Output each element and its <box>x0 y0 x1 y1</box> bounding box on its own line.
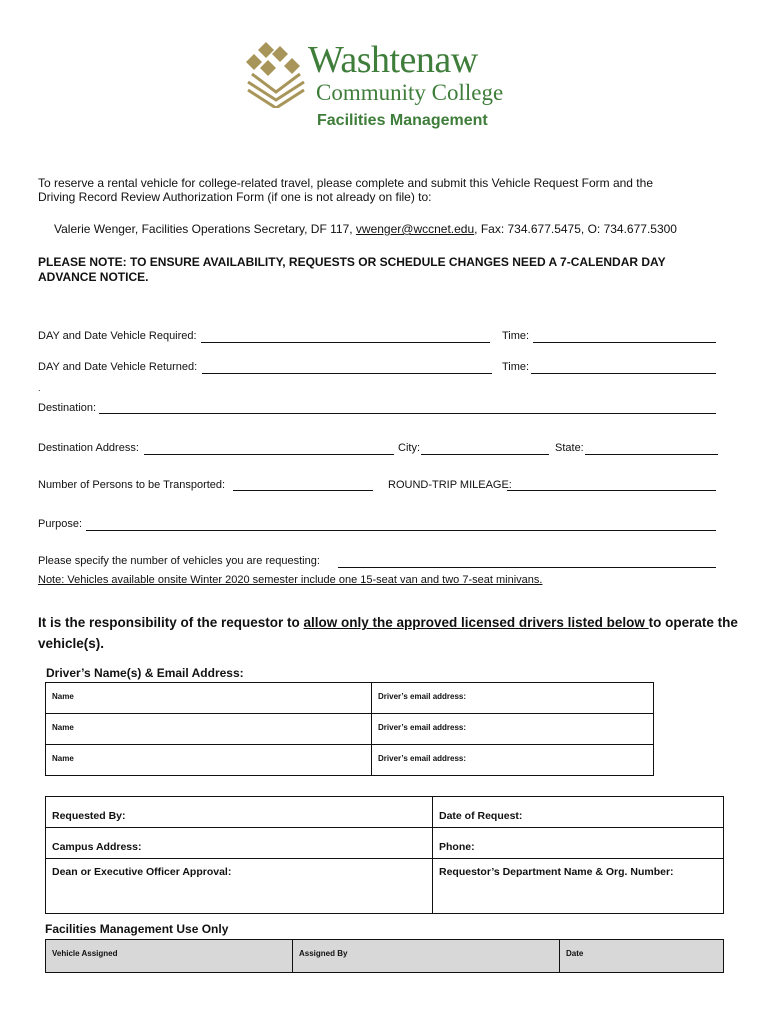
request-table <box>45 796 724 914</box>
assigned-by-cell[interactable] <box>293 940 560 973</box>
table-row <box>46 714 654 745</box>
notice-line-1: PLEASE NOTE: TO ENSURE AVAILABILITY, REQUESTS OR SCHEDULE CHANGES NEED A 7-CALENDAR DAY <box>38 255 666 269</box>
phone-cell[interactable] <box>433 828 724 859</box>
contact-email-link[interactable]: vwenger@wccnet.edu <box>355 222 475 236</box>
driver-email-label: Driver’s email address: <box>378 723 467 732</box>
facilities-table <box>45 939 724 973</box>
dean-approval-cell[interactable] <box>46 859 433 914</box>
mileage-label: ROUND-TRIP MILEAGE: <box>388 479 512 491</box>
vehicle-assigned-cell[interactable] <box>46 940 293 973</box>
notice-line-2: ADVANCE NOTICE. <box>38 270 149 284</box>
state-label: State: <box>555 442 584 454</box>
dept-name-label: Requestor’s Department Name & Org. Number: <box>439 866 674 878</box>
day-returned-label: DAY and Date Vehicle Returned: <box>38 361 198 373</box>
table-row <box>46 828 724 859</box>
driver-email-label: Driver’s email address: <box>378 754 467 763</box>
dept-name-cell[interactable] <box>433 859 724 914</box>
driver-email-cell[interactable] <box>372 683 654 714</box>
driver-name-cell[interactable] <box>46 745 372 776</box>
intro-line-1: To reserve a rental vehicle for college-related travel, please complete and submit this Vehicle Request Form and the <box>38 176 653 190</box>
table-row <box>46 797 724 828</box>
purpose-label: Purpose: <box>38 518 83 530</box>
driver-name-cell[interactable] <box>46 714 372 745</box>
date-of-request-cell[interactable] <box>433 797 724 828</box>
requested-by-label: Requested By: <box>52 810 126 822</box>
day-required-label: DAY and Date Vehicle Required: <box>38 330 197 342</box>
destination-input[interactable] <box>99 413 716 414</box>
responsibility-part-3: to operate the <box>648 615 738 630</box>
day-returned-input[interactable] <box>202 373 492 374</box>
campus-address-cell[interactable] <box>46 828 433 859</box>
state-input[interactable] <box>585 454 718 455</box>
destination-label: Destination: <box>38 402 97 414</box>
facilities-heading: Facilities Management Use Only <box>45 922 229 936</box>
contact-suffix: , Fax: 734.677.5475, O: 734.677.5300 <box>474 222 677 236</box>
vehicles-input[interactable] <box>338 567 716 568</box>
time-returned-input[interactable] <box>531 373 716 374</box>
contact-line <box>54 222 677 237</box>
driver-name-cell[interactable] <box>46 683 372 714</box>
assigned-by-label: Assigned By <box>299 949 348 958</box>
intro-line-2: Driving Record Review Authorization Form (if one is not already on file) to: <box>38 190 432 204</box>
phone-label: Phone: <box>439 841 475 853</box>
dean-approval-label: Dean or Executive Officer Approval: <box>52 866 232 878</box>
driver-name-label: Name <box>52 723 74 732</box>
city-label: City: <box>398 442 420 454</box>
purpose-input[interactable] <box>86 530 716 531</box>
driver-email-label: Driver’s email address: <box>378 692 467 701</box>
responsibility-part-2: allow only the approved licensed drivers listed below <box>303 615 649 630</box>
date-label: Date <box>566 949 584 958</box>
college-logo-icon <box>246 38 306 108</box>
driver-email-cell[interactable] <box>372 714 654 745</box>
responsibility-part-1: It is the responsibility of the requestor to <box>38 615 304 630</box>
table-row <box>46 859 724 914</box>
responsibility-line-2: vehicle(s). <box>38 636 105 651</box>
department-name: Facilities Management <box>317 112 488 129</box>
date-cell[interactable] <box>560 940 724 973</box>
date-of-request-label: Date of Request: <box>439 810 523 822</box>
destination-address-label: Destination Address: <box>38 442 139 454</box>
destination-address-input[interactable] <box>144 454 394 455</box>
table-row <box>46 683 654 714</box>
campus-address-label: Campus Address: <box>52 841 142 853</box>
day-required-input[interactable] <box>201 342 490 343</box>
contact-prefix: Valerie Wenger, Facilities Operations Secretary, DF 117, <box>54 222 356 236</box>
drivers-table <box>45 682 654 776</box>
requested-by-cell[interactable] <box>46 797 433 828</box>
drivers-heading: Driver’s Name(s) & Email Address: <box>46 666 244 680</box>
time-required-label: Time: <box>502 330 530 342</box>
driver-email-cell[interactable] <box>372 745 654 776</box>
responsibility-statement <box>38 612 738 633</box>
persons-label: Number of Persons to be Transported: <box>38 479 226 491</box>
mileage-input[interactable] <box>507 490 716 491</box>
driver-name-label: Name <box>52 692 74 701</box>
driver-name-label: Name <box>52 754 74 763</box>
time-returned-label: Time: <box>502 361 530 373</box>
city-input[interactable] <box>421 454 549 455</box>
vehicles-note: Note: Vehicles available onsite Winter 2020 semester include one 15-seat van and two 7-seat minivans. <box>38 574 543 586</box>
college-subtitle: Community College <box>316 80 504 105</box>
college-name: Washtenaw <box>308 39 478 81</box>
table-row <box>46 940 724 973</box>
vehicle-assigned-label: Vehicle Assigned <box>52 949 118 958</box>
persons-input[interactable] <box>233 490 373 491</box>
time-required-input[interactable] <box>533 342 716 343</box>
stray-dot: . <box>38 383 41 393</box>
vehicles-label: Please specify the number of vehicles you are requesting: <box>38 555 320 567</box>
table-row <box>46 745 654 776</box>
